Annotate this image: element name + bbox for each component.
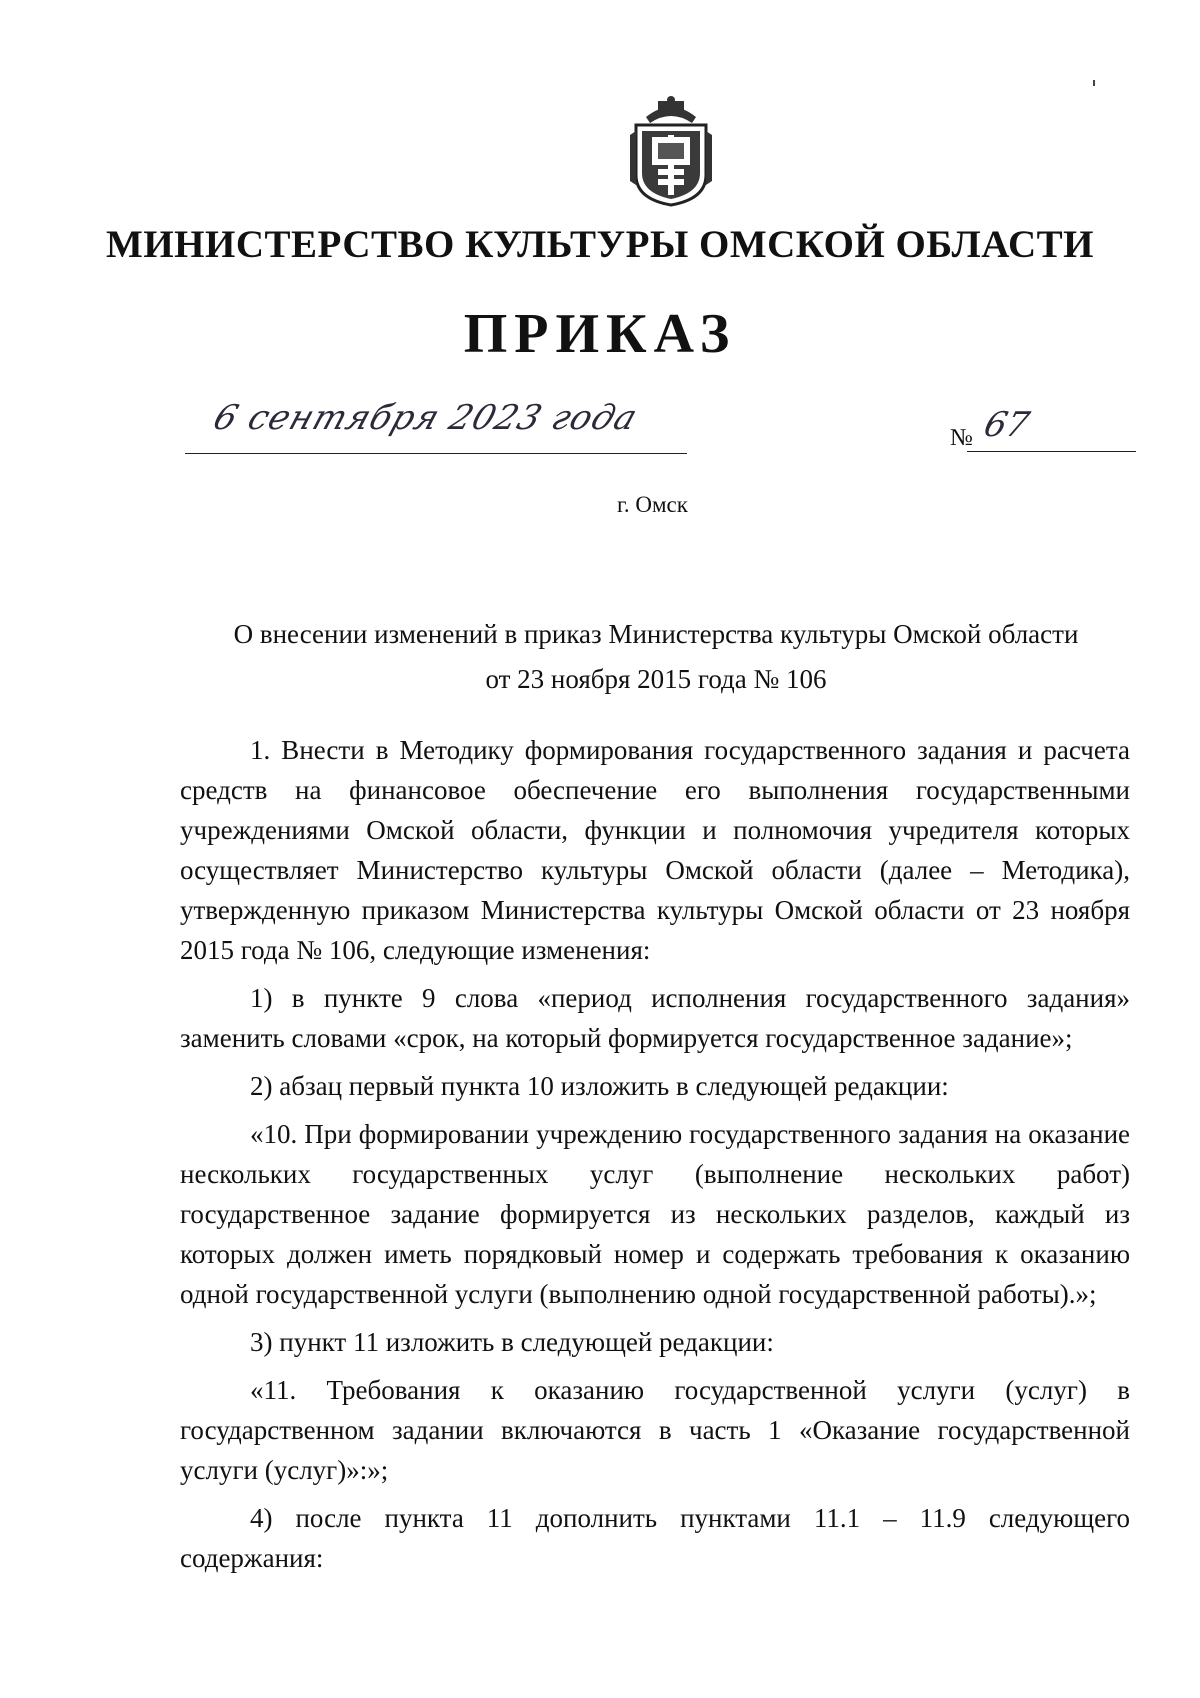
body-paragraph: «11. Требования к оказанию государственной услуги (услуг) в государственном задании включаются в часть 1 «Оказание государственной услуги (услуг)»:»; [180, 1375, 1130, 1485]
body-paragraph: 1) в пункте 9 слова «период исполнения государственного задания» заменить словами «срок, на который формируется государственное задание»; [180, 983, 1130, 1053]
ministry-name: МИНИСТЕРСТВО КУЛЬТУРЫ ОМСКОЙ ОБЛАСТИ [106, 223, 1094, 266]
document-subject [0, 612, 1200, 702]
body-paragraph: 3) пункт 11 изложить в следующей редакции: [250, 1327, 774, 1357]
coat-of-arms-icon [628, 95, 714, 207]
number-label: № [950, 425, 973, 451]
body-paragraph: 4) после пункта 11 дополнить пунктами 11.1 – 11.9 следующего содержания: [180, 1503, 1130, 1573]
date-underline [185, 453, 687, 454]
subject-line-1: О внесении изменений в приказ Министерства культуры Омской области [233, 619, 1079, 649]
number-underline [967, 451, 1136, 452]
subject-line-2: от 23 ноября 2015 года № 106 [485, 664, 827, 694]
handwritten-number: 67 [980, 405, 1034, 445]
scan-speck [1093, 80, 1095, 86]
document-type-title: ПРИКАЗ [463, 303, 737, 365]
body-paragraph: «10. При формировании учреждению государственного задания на оказание нескольких государственных услуг (выполнение нескольких работ) государственное задание формируется из нескольких разделов, каждый из которых должен иметь порядковый номер и содержать требования к оказанию одной государственной услуги (выполнению одной государственной работы).»; [180, 1119, 1130, 1309]
city-label: г. Омск [617, 492, 688, 517]
body-paragraph: 1. Внести в Методику формирования государственного задания и расчета средств на финансовое обеспечение его выполнения государственными учреждениями Омской области, функции и полномочия учредителя которых осуществляет Министерство культуры Омской области (далее – Методика), утвержденную приказом Министерства культуры Омской области от 23 ноября 2015 года № 106, следующие изменения: [180, 735, 1130, 965]
handwritten-date: 6 сентября 2023 года [208, 398, 643, 438]
document-body [180, 730, 1130, 1578]
body-paragraph: 2) абзац первый пункта 10 изложить в следующей редакции: [250, 1071, 949, 1101]
